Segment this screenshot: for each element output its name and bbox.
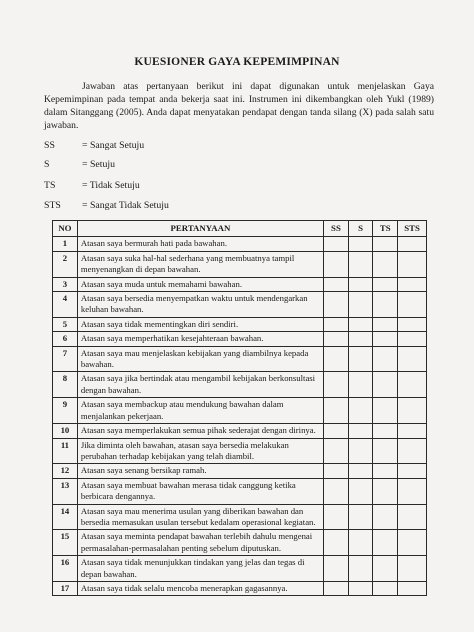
legend-meaning: = Tidak Setuju: [82, 180, 140, 191]
legend-meaning: = Sangat Tidak Setuju: [82, 200, 169, 211]
answer-cell-s[interactable]: [348, 530, 373, 556]
table-row: [53, 332, 427, 346]
row-number: 12: [53, 464, 78, 478]
answer-cell-s[interactable]: [348, 438, 373, 464]
answer-cell-ss[interactable]: [324, 478, 349, 504]
question-text: Atasan saya bermurah hati pada bawahan.: [77, 237, 323, 251]
row-number: 9: [53, 398, 78, 424]
header-ts: TS: [373, 221, 398, 237]
answer-cell-sts[interactable]: [398, 277, 427, 291]
table-row: [53, 237, 427, 251]
row-number: 6: [53, 332, 78, 346]
question-text: Atasan saya bersedia menyempatkan waktu untuk mendengarkan keluhan bawahan.: [77, 292, 323, 318]
row-number: 11: [53, 438, 78, 464]
answer-cell-ts[interactable]: [373, 438, 398, 464]
answer-cell-ss[interactable]: [324, 251, 349, 277]
answer-cell-s[interactable]: [348, 237, 373, 251]
answer-cell-sts[interactable]: [398, 237, 427, 251]
row-number: 1: [53, 237, 78, 251]
intro-paragraph: Jawaban atas pertanyaan berikut ini dapat digunakan untuk menjelaskan Gaya Kepemimpinan pada tempat anda bekerja saat ini. Instrumen ini dikembangkan oleh Yukl (1989) dalam Sitanggang (2005). Anda dapat menyatakan pendapat dengan tanda silang (X) pada salah satu jawaban.: [44, 81, 434, 131]
answer-cell-ts[interactable]: [373, 292, 398, 318]
answer-cell-sts[interactable]: [398, 581, 427, 595]
question-text: Atasan saya muda untuk memahami bawahan.: [77, 277, 323, 291]
question-text: Atasan saya memperlakukan semua pihak sederajat dengan dirinya.: [77, 424, 323, 438]
question-text: Atasan saya tidak menunjukkan tindakan yang jelas dan tegas di depan bawahan.: [77, 556, 323, 582]
table-row: [53, 530, 427, 556]
answer-cell-s[interactable]: [348, 372, 373, 398]
answer-cell-ss[interactable]: [324, 464, 349, 478]
answer-cell-ss[interactable]: [324, 346, 349, 372]
answer-cell-ts[interactable]: [373, 317, 398, 331]
row-number: 4: [53, 292, 78, 318]
table-row: [53, 438, 427, 464]
legend-abbr: SS: [44, 140, 55, 151]
answer-cell-ss[interactable]: [324, 277, 349, 291]
answer-cell-s[interactable]: [348, 504, 373, 530]
answer-cell-s[interactable]: [348, 317, 373, 331]
answer-cell-ss[interactable]: [324, 332, 349, 346]
answer-cell-sts[interactable]: [398, 251, 427, 277]
table-row: [53, 277, 427, 291]
legend-abbr: S: [44, 159, 50, 170]
answer-cell-sts[interactable]: [398, 556, 427, 582]
legend-abbr: STS: [44, 200, 61, 211]
document-title: KUESIONER GAYA KEPEMIMPINAN: [134, 56, 340, 68]
question-text: Atasan saya membackup atau mendukung bawahan dalam menjalankan pekerjaan.: [77, 398, 323, 424]
table-row: [53, 581, 427, 595]
answer-cell-ts[interactable]: [373, 530, 398, 556]
answer-cell-ts[interactable]: [373, 424, 398, 438]
row-number: 17: [53, 581, 78, 595]
table-row: [53, 317, 427, 331]
row-number: 16: [53, 556, 78, 582]
header-pertanyaan: PERTANYAAN: [77, 221, 323, 237]
answer-cell-ts[interactable]: [373, 372, 398, 398]
answer-cell-s[interactable]: [348, 292, 373, 318]
question-text: Atasan saya mau menerima usulan yang diberikan bawahan dan bersedia memasukan usulan tersebut kedalam operasional kegiatan.: [77, 504, 323, 530]
answer-cell-sts[interactable]: [398, 478, 427, 504]
answer-cell-sts[interactable]: [398, 292, 427, 318]
answer-cell-ts[interactable]: [373, 332, 398, 346]
table-row: [53, 424, 427, 438]
question-text: Atasan saya tidak selalu mencoba menerapkan gagasannya.: [77, 581, 323, 595]
answer-cell-ts[interactable]: [373, 277, 398, 291]
answer-cell-sts[interactable]: [398, 346, 427, 372]
legend-item-s: [44, 159, 115, 170]
legend-abbr: TS: [44, 180, 56, 191]
answer-cell-ss[interactable]: [324, 438, 349, 464]
table-row: [53, 346, 427, 372]
answer-cell-ts[interactable]: [373, 464, 398, 478]
answer-cell-ts[interactable]: [373, 346, 398, 372]
row-number: 7: [53, 346, 78, 372]
answer-cell-s[interactable]: [348, 346, 373, 372]
question-text: Atasan saya mau menjelaskan kebijakan yang diambilnya kepada bawahan.: [77, 346, 323, 372]
answer-cell-sts[interactable]: [398, 530, 427, 556]
question-text: Atasan saya memperhatikan kesejahteraan bawahan.: [77, 332, 323, 346]
answer-cell-ss[interactable]: [324, 581, 349, 595]
answer-cell-s[interactable]: [348, 581, 373, 595]
answer-cell-ss[interactable]: [324, 317, 349, 331]
answer-cell-ss[interactable]: [324, 530, 349, 556]
table-row: [53, 292, 427, 318]
questionnaire-table: [52, 220, 427, 596]
table-header-row: [53, 221, 427, 237]
answer-cell-ss[interactable]: [324, 292, 349, 318]
answer-cell-sts[interactable]: [398, 438, 427, 464]
answer-cell-ts[interactable]: [373, 398, 398, 424]
question-text: Atasan saya jika bertindak atau mengambil kebijakan berkonsultasi dengan bawahan.: [77, 372, 323, 398]
table-row: [53, 556, 427, 582]
row-number: 5: [53, 317, 78, 331]
answer-cell-ss[interactable]: [324, 372, 349, 398]
question-text: Atasan saya suka hal-hal sederhana yang membuatnya tampil menyenangkan di depan bawahan.: [77, 251, 323, 277]
answer-cell-sts[interactable]: [398, 504, 427, 530]
answer-cell-s[interactable]: [348, 277, 373, 291]
legend-meaning: = Sangat Setuju: [82, 140, 145, 151]
answer-cell-ts[interactable]: [373, 251, 398, 277]
row-number: 14: [53, 504, 78, 530]
answer-cell-ts[interactable]: [373, 478, 398, 504]
answer-cell-ts[interactable]: [373, 237, 398, 251]
answer-cell-ss[interactable]: [324, 504, 349, 530]
question-text: Atasan saya tidak mementingkan diri sendiri.: [77, 317, 323, 331]
answer-cell-s[interactable]: [348, 251, 373, 277]
row-number: 2: [53, 251, 78, 277]
row-number: 10: [53, 424, 78, 438]
header-sts: STS: [398, 221, 427, 237]
answer-cell-sts[interactable]: [398, 424, 427, 438]
header-ss: SS: [324, 221, 349, 237]
answer-cell-ts[interactable]: [373, 504, 398, 530]
answer-cell-ss[interactable]: [324, 556, 349, 582]
row-number: 15: [53, 530, 78, 556]
answer-cell-sts[interactable]: [398, 464, 427, 478]
table-row: [53, 504, 427, 530]
answer-cell-ss[interactable]: [324, 237, 349, 251]
legend-item-ss: [44, 140, 144, 151]
answer-cell-ss[interactable]: [324, 398, 349, 424]
question-text: Atasan saya membuat bawahan merasa tidak canggung ketika berbicara dengannya.: [77, 478, 323, 504]
answer-cell-sts[interactable]: [398, 372, 427, 398]
header-no: NO: [53, 221, 78, 237]
answer-cell-sts[interactable]: [398, 398, 427, 424]
header-s: S: [348, 221, 373, 237]
table-row: [53, 251, 427, 277]
answer-cell-ts[interactable]: [373, 581, 398, 595]
table-row: [53, 478, 427, 504]
row-number: 13: [53, 478, 78, 504]
legend-item-sts: [44, 200, 169, 211]
answer-cell-s[interactable]: [348, 556, 373, 582]
answer-cell-ss[interactable]: [324, 424, 349, 438]
question-text: Atasan saya meminta pendapat bawahan terlebih dahulu mengenai permasalahan-permasalahan penting sebelum diputuskan.: [77, 530, 323, 556]
answer-cell-ts[interactable]: [373, 556, 398, 582]
answer-cell-s[interactable]: [348, 424, 373, 438]
question-text: Jika diminta oleh bawahan, atasan saya bersedia melakukan perubahan terhadap kebijakan yang telah diambil.: [77, 438, 323, 464]
answer-cell-s[interactable]: [348, 332, 373, 346]
row-number: 3: [53, 277, 78, 291]
answer-cell-sts[interactable]: [398, 332, 427, 346]
table-row: [53, 464, 427, 478]
table-row: [53, 398, 427, 424]
answer-cell-sts[interactable]: [398, 317, 427, 331]
question-text: Atasan saya senang bersikap ramah.: [77, 464, 323, 478]
legend-meaning: = Setuju: [82, 159, 116, 170]
row-number: 8: [53, 372, 78, 398]
legend-item-ts: [44, 180, 140, 191]
table-row: [53, 372, 427, 398]
answer-cell-s[interactable]: [348, 478, 373, 504]
answer-cell-s[interactable]: [348, 464, 373, 478]
answer-cell-s[interactable]: [348, 398, 373, 424]
